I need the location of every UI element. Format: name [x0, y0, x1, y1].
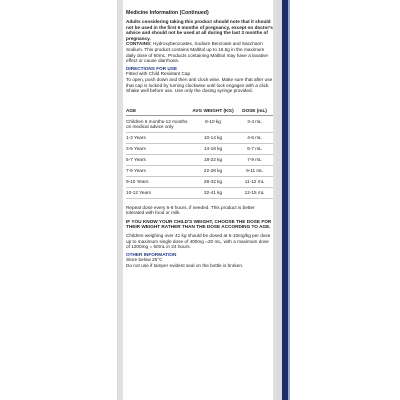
contains-label: CONTAINS: [126, 41, 152, 47]
row-age: 5-7 Years [126, 154, 190, 165]
dosage-table [126, 107, 273, 199]
row-dose: 3-4 mL [236, 116, 273, 133]
row-weight: 8-10 kg [190, 116, 236, 133]
row-weight: 22-28 kg [190, 165, 236, 176]
contains-text: Hydroxybenzoates, Sodium Benzoate and Saccharin Sodium. This product contains Maltitol up to 16.5g in the maximum daily dose of 60mL. Products containing Maltitol may have a laxative effect or cause diarrhoea. [126, 41, 269, 64]
child-resistant-cap-line: Fitted with Child Resistant Cap [126, 71, 191, 77]
tamper-seal-warning: Do not use if tamper evident seal on the bottle is broken. [126, 263, 244, 269]
row-weight: 32-41 kg [190, 187, 236, 198]
row-weight: 14-18 kg [190, 143, 236, 154]
row-age: 10-12 Years [126, 187, 190, 198]
row-weight: 18-22 kg [190, 154, 236, 165]
row-weight: 10-14 kg [190, 132, 236, 143]
box-edge-highlight [288, 0, 290, 400]
row-age: Children 6 months-12 months on medical advice only [126, 116, 190, 133]
label-title: Medicine Information (Continued) [126, 10, 209, 16]
other-information-title: OTHER INFORMATION [126, 251, 177, 257]
header-dose: DOSE (mL) [236, 107, 273, 116]
row-age: 9-10 Years [126, 176, 190, 187]
shake-instructions: Shake well before use. Use only the dosing syringe provided. [126, 88, 253, 94]
row-dose: 6-7 mL [236, 143, 273, 154]
directions-title: DIRECTIONS FOR USE [126, 65, 178, 71]
table-row [126, 143, 273, 154]
table-row [126, 132, 273, 143]
contains-statement [126, 41, 273, 63]
header-weight: AVG WEIGHT (KG) [190, 107, 236, 116]
pregnancy-warning: Adults considering taking this product should note that it should not be used in the first 6 months of pregnancy, except on doctor's advice and should not be used at all during the last 3 months of pregnancy. [126, 19, 273, 41]
table-row [126, 154, 273, 165]
label-content [126, 10, 273, 269]
dosage-table-header [126, 107, 273, 116]
row-age: 7-9 Years [126, 165, 190, 176]
row-dose: 12-15 mL [236, 187, 273, 198]
row-weight: 28-32 kg [190, 176, 236, 187]
table-row [126, 165, 273, 176]
repeat-dose-note: Repeat dose every 6-8 hours, if needed. This product is better tolerated with food or milk. [126, 204, 255, 216]
storage-instruction: Store below 25°C [126, 257, 163, 263]
medicine-information-label [123, 0, 273, 400]
row-dose: 4-6 mL [236, 132, 273, 143]
cap-instructions: To open, push down and then anti clock wise. Make sure that after use that cap is locked by turning clockwise until lock engages with a click. [126, 76, 273, 88]
table-row [126, 116, 273, 133]
header-age: AGE [126, 107, 190, 116]
row-dose: 7-9 mL [236, 154, 273, 165]
row-age: 3-5 Years [126, 143, 190, 154]
row-dose: 9-11 mL [236, 165, 273, 176]
weight-dose-warning: IF YOU KNOW YOUR CHILD'S WEIGHT, CHOOSE THE DOSE FOR THEIR WEIGHT RATHER THAN THE DOSE ACCORDING TO AGE. [126, 218, 272, 230]
row-dose: 11-12 mL [236, 176, 273, 187]
table-row [126, 176, 273, 187]
table-row [126, 187, 273, 198]
row-age: 1-3 Years [126, 132, 190, 143]
over-41kg-note: Children weighing over 41 kg should be dosed at 5-10mg/kg per dose up to maximum single dose of 400mg =20 mL, with a maximum dose of 1200mg = 60mL in 24 hours. [126, 233, 271, 250]
